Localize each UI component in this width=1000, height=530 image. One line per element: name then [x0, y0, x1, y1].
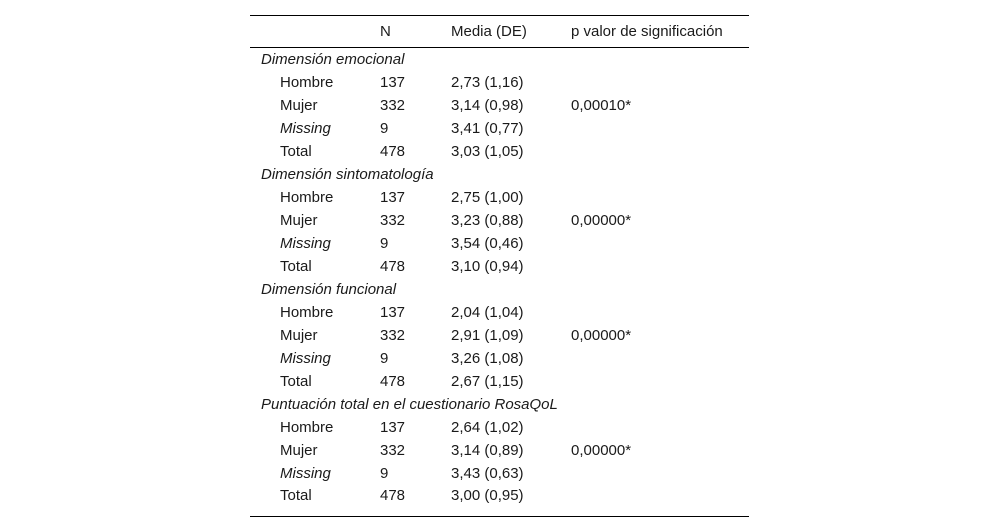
row-media: 2,67 (1,15) [451, 373, 524, 390]
header-n: N [380, 23, 391, 40]
section-title: Dimensión emocional [261, 51, 405, 68]
row-p-value [571, 255, 749, 278]
row-n: 478 [380, 373, 406, 390]
row-label: Hombre [280, 419, 334, 436]
row-label: Mujer [280, 212, 318, 229]
row-label: Mujer [280, 327, 318, 344]
row-n: 332 [380, 442, 406, 459]
table-row [250, 462, 749, 485]
row-label: Missing [280, 235, 331, 252]
table-row [250, 324, 749, 347]
table-row [250, 347, 749, 370]
header-p-value: p valor de significación [571, 23, 723, 40]
section-title-row [250, 48, 749, 72]
row-label: Hombre [280, 74, 334, 91]
table-row [250, 94, 749, 117]
row-n: 478 [380, 487, 406, 504]
row-label: Missing [280, 120, 331, 137]
row-p-value [571, 232, 749, 255]
table-row [250, 255, 749, 278]
row-n: 9 [380, 120, 389, 137]
table-row [250, 209, 749, 232]
row-media: 3,14 (0,98) [451, 97, 524, 114]
row-n: 9 [380, 235, 389, 252]
row-p-value [571, 485, 749, 517]
table-row [250, 186, 749, 209]
section-title-row [250, 163, 749, 186]
row-label: Total [280, 373, 312, 390]
row-media: 2,04 (1,04) [451, 304, 524, 321]
section-title-row [250, 393, 749, 416]
header-media: Media (DE) [451, 23, 527, 40]
row-label: Total [280, 258, 312, 275]
table-row [250, 439, 749, 462]
row-n: 9 [380, 350, 389, 367]
section-title: Puntuación total en el cuestionario RosaQoL [261, 396, 558, 413]
row-media: 3,03 (1,05) [451, 143, 524, 160]
table-row [250, 301, 749, 324]
row-media: 3,54 (0,46) [451, 235, 524, 252]
row-p-value [571, 140, 749, 163]
row-label: Hombre [280, 189, 334, 206]
row-media: 3,10 (0,94) [451, 258, 524, 275]
results-table [250, 15, 749, 517]
row-media: 3,14 (0,89) [451, 442, 524, 459]
row-p-value [571, 462, 749, 485]
row-media: 2,91 (1,09) [451, 327, 524, 344]
section-title: Dimensión funcional [261, 281, 397, 298]
table-row [250, 370, 749, 393]
row-n: 478 [380, 143, 406, 160]
row-n: 332 [380, 212, 406, 229]
row-n: 478 [380, 258, 406, 275]
row-p-value [571, 301, 749, 324]
row-media: 3,43 (0,63) [451, 465, 524, 482]
row-n: 137 [380, 304, 406, 321]
section-title-row [250, 278, 749, 301]
table-row [250, 416, 749, 439]
row-media: 3,00 (0,95) [451, 487, 524, 504]
row-media: 3,41 (0,77) [451, 120, 524, 137]
row-media: 3,26 (1,08) [451, 350, 524, 367]
row-p-value [571, 416, 749, 439]
row-label: Missing [280, 465, 331, 482]
row-p-value [571, 370, 749, 393]
row-p-value: 0,00000* [571, 212, 632, 229]
table-body [250, 48, 749, 517]
row-p-value: 0,00000* [571, 442, 632, 459]
row-n: 332 [380, 97, 406, 114]
row-n: 137 [380, 74, 406, 91]
row-label: Total [280, 143, 312, 160]
table-header-row [250, 16, 749, 48]
row-label: Missing [280, 350, 331, 367]
row-media: 3,23 (0,88) [451, 212, 524, 229]
section-title: Dimensión sintomatología [261, 166, 434, 183]
row-p-value [571, 347, 749, 370]
row-media: 2,64 (1,02) [451, 419, 524, 436]
table-row [250, 232, 749, 255]
results-table-container [250, 15, 749, 517]
table-row [250, 140, 749, 163]
row-n: 137 [380, 189, 406, 206]
table-row [250, 71, 749, 94]
row-p-value: 0,00010* [571, 97, 632, 114]
row-p-value: 0,00000* [571, 327, 632, 344]
row-media: 2,73 (1,16) [451, 74, 524, 91]
row-n: 137 [380, 419, 406, 436]
row-p-value [571, 186, 749, 209]
row-n: 332 [380, 327, 406, 344]
row-label: Hombre [280, 304, 334, 321]
row-label: Mujer [280, 97, 318, 114]
row-label: Mujer [280, 442, 318, 459]
row-n: 9 [380, 465, 389, 482]
row-p-value [571, 71, 749, 94]
table-row [250, 117, 749, 140]
row-p-value [571, 117, 749, 140]
row-media: 2,75 (1,00) [451, 189, 524, 206]
header-label [250, 16, 380, 48]
table-row [250, 485, 749, 517]
row-label: Total [280, 487, 312, 504]
